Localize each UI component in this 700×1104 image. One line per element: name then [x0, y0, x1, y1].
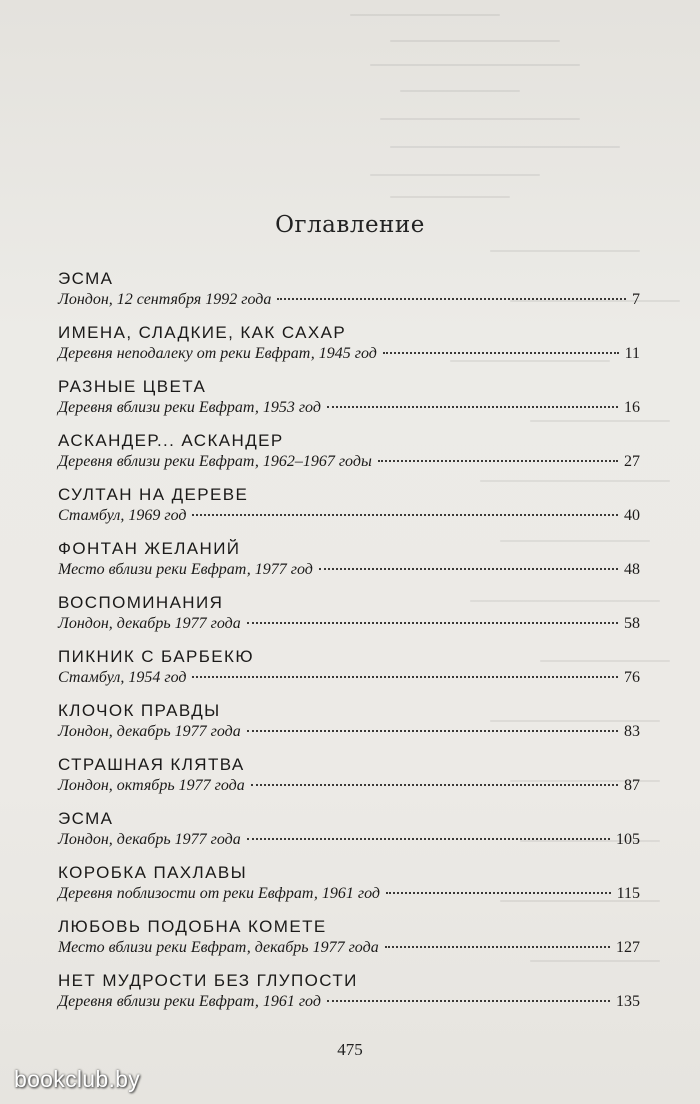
dot-leader [192, 676, 618, 678]
dot-leader [386, 892, 611, 894]
chapter-subtitle: Лондон, декабрь 1977 года [58, 831, 241, 848]
toc-entry [58, 268, 640, 322]
chapter-subtitle: Деревня вблизи реки Евфрат, 1962–1967 годы [58, 453, 372, 470]
chapter-subtitle: Деревня вблизи реки Евфрат, 1953 год [58, 399, 321, 416]
chapter-line [58, 559, 640, 581]
chapter-title: ФОНТАН ЖЕЛАНИЙ [58, 539, 241, 558]
chapter-line [58, 613, 640, 635]
toc-entry [58, 430, 640, 484]
chapter-page: 7 [632, 291, 640, 308]
chapter-subtitle: Стамбул, 1954 год [58, 669, 187, 686]
dot-leader [327, 406, 618, 408]
chapter-line [58, 289, 640, 311]
chapter-page: 58 [624, 615, 640, 632]
chapter-page: 105 [616, 831, 640, 848]
chapter-page: 40 [624, 507, 640, 524]
chapter-page: 127 [616, 939, 640, 956]
chapter-line [58, 397, 640, 419]
chapter-title: СТРАШНАЯ КЛЯТВА [58, 755, 245, 774]
chapter-line [58, 991, 640, 1013]
chapter-title: НЕТ МУДРОСТИ БЕЗ ГЛУПОСТИ [58, 971, 358, 990]
dot-leader [327, 1000, 610, 1002]
dot-leader [247, 622, 618, 624]
chapter-line [58, 505, 640, 527]
dot-leader [385, 946, 610, 948]
chapter-subtitle: Деревня вблизи реки Евфрат, 1961 год [58, 993, 321, 1010]
chapter-subtitle: Деревня поблизости от реки Евфрат, 1961 год [58, 885, 380, 902]
chapter-page: 76 [624, 669, 640, 686]
chapter-line [58, 343, 640, 365]
chapter-page: 11 [624, 345, 640, 362]
chapter-page: 115 [616, 885, 640, 902]
chapter-page: 27 [624, 453, 640, 470]
dot-leader [251, 784, 618, 786]
chapter-line [58, 667, 640, 689]
watermark-logo: bookclub.by [14, 1066, 141, 1092]
chapter-page: 48 [624, 561, 640, 578]
toc-heading: Оглавление [275, 212, 425, 238]
chapter-title: КОРОБКА ПАХЛАВЫ [58, 863, 248, 882]
toc-entry [58, 646, 640, 700]
chapter-title: АСКАНДЕР... АСКАНДЕР [58, 431, 284, 450]
chapter-line [58, 937, 640, 959]
chapter-title: КЛОЧОК ПРАВДЫ [58, 701, 221, 720]
chapter-title: СУЛТАН НА ДЕРЕВЕ [58, 485, 249, 504]
chapter-title: ЭСМА [58, 809, 114, 828]
toc-entry [58, 916, 640, 970]
chapter-subtitle: Место вблизи реки Евфрат, декабрь 1977 года [58, 939, 379, 956]
chapter-line [58, 721, 640, 743]
dot-leader [378, 460, 618, 462]
chapter-subtitle: Лондон, декабрь 1977 года [58, 723, 241, 740]
chapter-title: ИМЕНА, СЛАДКИЕ, КАК САХАР [58, 323, 347, 342]
toc-entry [58, 376, 640, 430]
dot-leader [247, 730, 618, 732]
chapter-subtitle: Место вблизи реки Евфрат, 1977 год [58, 561, 313, 578]
toc-entry [58, 484, 640, 538]
chapter-subtitle: Лондон, декабрь 1977 года [58, 615, 241, 632]
toc-entry [58, 592, 640, 646]
chapter-line [58, 829, 640, 851]
chapter-title: РАЗНЫЕ ЦВЕТА [58, 377, 207, 396]
toc-entry [58, 754, 640, 808]
chapter-page: 135 [616, 993, 640, 1010]
chapter-title: ЭСМА [58, 269, 114, 288]
chapter-line [58, 883, 640, 905]
toc-entry [58, 970, 640, 1024]
table-of-contents [58, 268, 640, 1024]
toc-entry [58, 808, 640, 862]
chapter-page: 83 [624, 723, 640, 740]
chapter-subtitle: Лондон, 12 сентября 1992 года [58, 291, 272, 308]
toc-entry [58, 862, 640, 916]
toc-entry [58, 700, 640, 754]
chapter-page: 16 [624, 399, 640, 416]
toc-entry [58, 538, 640, 592]
toc-entry [58, 322, 640, 376]
chapter-line [58, 451, 640, 473]
chapter-subtitle: Деревня неподалеку от реки Евфрат, 1945 год [58, 345, 377, 362]
dot-leader [277, 298, 626, 300]
chapter-subtitle: Стамбул, 1969 год [58, 507, 187, 524]
dot-leader [319, 568, 618, 570]
chapter-subtitle: Лондон, октябрь 1977 года [58, 777, 245, 794]
dot-leader [247, 838, 610, 840]
dot-leader [192, 514, 618, 516]
chapter-page: 87 [624, 777, 640, 794]
chapter-title: ПИКНИК С БАРБЕКЮ [58, 647, 254, 666]
chapter-title: ВОСПОМИНАНИЯ [58, 593, 224, 612]
page-number: 475 [337, 1040, 363, 1059]
chapter-line [58, 775, 640, 797]
chapter-title: ЛЮБОВЬ ПОДОБНА КОМЕТЕ [58, 917, 327, 936]
dot-leader [383, 352, 619, 354]
